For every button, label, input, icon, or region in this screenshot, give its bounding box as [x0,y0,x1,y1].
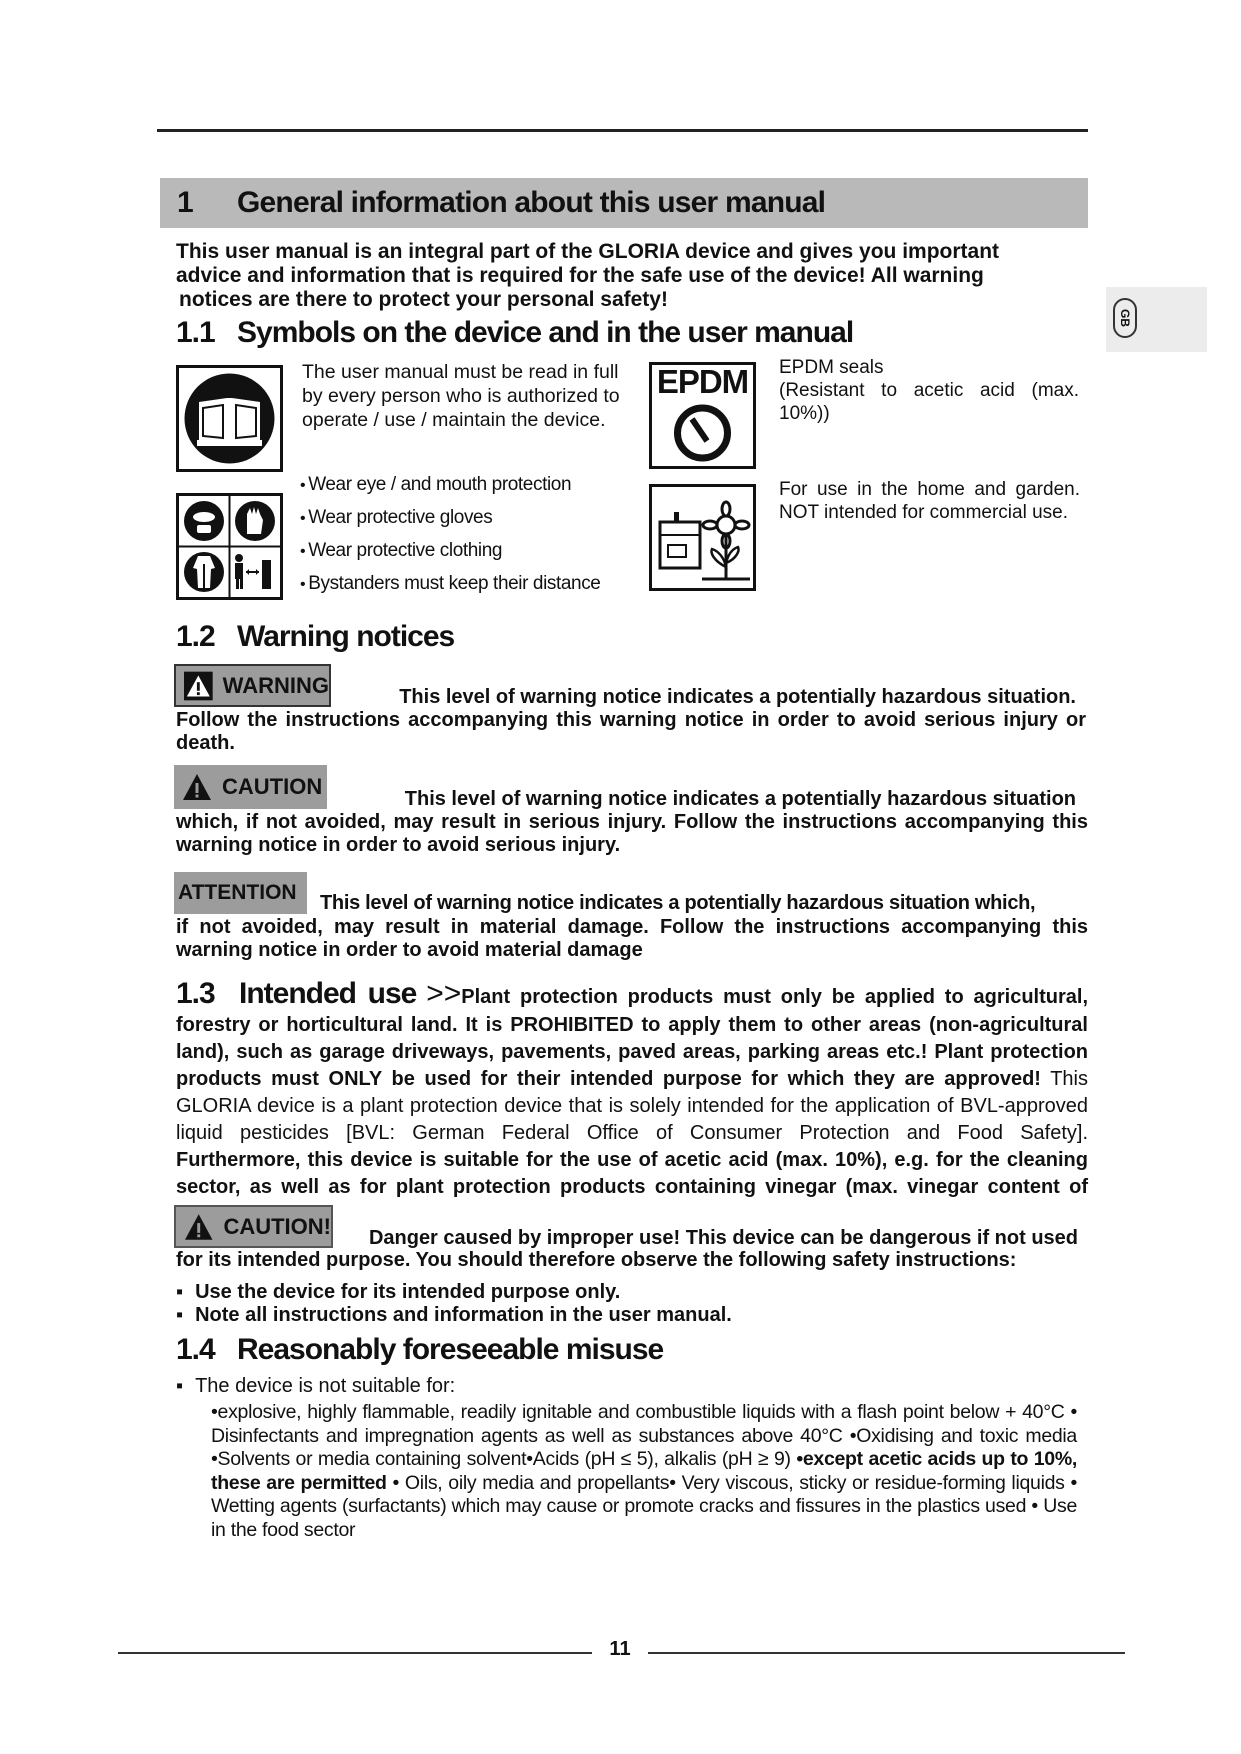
face-protection-icon [184,501,224,541]
language-badge: GB [1113,298,1137,338]
warning-text-1: This level of warning notice indicates a potentially hazardous situation. [399,686,1076,708]
section-1-4-heading: 1.4 Reasonably foreseeable misuse [176,1333,664,1366]
epdm-description: EPDM seals (Resistant to acetic acid (max. 10%)) [779,357,1079,424]
section-1-3-heading: 1.3 Intended use [176,977,417,1010]
book-icon [179,368,280,469]
intended-use-paragraph: 1.3 Intended use >>Plant protection products must only be applied to agricultural, forestry or horticultural land. It is PROHIBITED to apply them to other areas (non-agricultural land), such as garage driveways, pavements, paved areas, parking areas etc.! Plant protection products must ONLY be used for their intended purpose for which they are approved! This GLORIA device is a plant protection device that is solely intended for the application of BVL-approved liquid pesticides [BVL: German Federal Office of Consumer Protection and Food Safety]. Furthermore, this device is suitable for the use of acetic acid (max. 10%), e.g. for the cleaning sector, as well as for plant protection products containing vinegar (max. vinegar content of [176,977,1089,1198]
list-item: • [526,1448,533,1470]
attention-text-2: if not avoided, may result in material damage. Follow the instructions accompanying this warning notice in order to avoid material damage [176,916,1088,961]
caution-badge: CAUTION [174,765,327,809]
page-number: 11 [609,1638,631,1660]
footer-rule-right [648,1652,1125,1654]
caution-text-1: This level of warning notice indicates a potentially hazardous situation [404,788,1076,810]
list-item: • Wear eye / and mouth protection [300,473,610,498]
footer-rule-left [118,1652,592,1654]
intro-paragraph: This user manual is an integral part of the GLORIA device and gives you important advice and information that is required for the safe use of the device! All warning notices are there to protect your personal safety! [176,240,1000,311]
read-manual-symbol [176,365,283,472]
keep-distance-icon [235,554,271,589]
list-item: • [669,1471,676,1494]
warning-triangle-icon [184,671,213,701]
list-item: • [392,1471,400,1494]
list-item: • [849,1424,857,1447]
manual-text: The user manual must be read in full by every person who is authorized to operate / use / maintain the device. [302,361,620,431]
ppe-symbols [176,493,283,600]
list-item: • [1031,1495,1038,1517]
attention-badge: ATTENTION [174,872,307,914]
list-item: • [1070,1401,1077,1423]
caution-misuse-text-2: for its intended purpose. You should therefore observe the following safety instructions: [176,1249,1017,1271]
list-item: • [211,1448,218,1470]
caution-triangle-icon [182,772,212,802]
safety-rules-list [176,1281,1088,1327]
misuse-lead: ▪ The device is not suitable for: [176,1374,455,1398]
list-item: • Wear protective gloves [300,506,610,531]
list-item: ▪ Note all instructions and information in the user manual. [176,1304,1088,1327]
list-item: • Bystanders must keep their distance [300,572,610,597]
list-item: • [211,1401,218,1423]
warning-text-2: Follow the instructions accompanying this warning notice in order to avoid serious injury or death. [176,709,1086,754]
caution-text-2: which, if not avoided, may result in serious injury. Follow the instructions accompanying this warning notice in order to avoid serious injury. [176,811,1088,856]
section-1-2-heading: 1.2 Warning notices [176,620,455,653]
language-tab[interactable] [1106,287,1207,352]
list-item: • [796,1448,803,1470]
list-item: • Wear protective clothing [300,539,610,564]
caution-misuse-text-1: Danger caused by improper use! This device can be dangerous if not used [368,1227,1078,1249]
list-item: • [1070,1471,1077,1494]
top-rule [157,129,1088,132]
house-flower-icon [652,487,753,588]
caution-triangle-icon [184,1212,213,1242]
section-number: 1 [177,186,193,219]
warning-badge: WARNING [174,664,331,707]
section-title: General information about this user manual [237,186,826,219]
protective-clothing-icon [184,552,224,592]
ppe-list [300,473,610,597]
epdm-logo-text: EPDM [656,363,749,400]
home-garden-symbol [649,484,756,591]
gauge-icon [652,365,753,466]
attention-text-1: This level of warning notice indicates a potentially hazardous situation which, [320,892,1036,914]
epdm-symbol [649,362,756,469]
section-1-1-heading: 1.1 Symbols on the device and in the user manual [176,316,854,349]
misuse-list: •explosive, highly flammable, readily ignitable and combustible liquids with a flash point below + 40°C • Disinfectants and impregnation agents as well as substances above 40°C •Oxidising and toxic media •Solvents or media containing solvent•Acids (pH ≤ 5), alkalis (pH ≥ 9) •except acetic acids up to 10%, these are permitted • Oils, oily media and propellants• Very viscous, sticky or residue-forming liquids • Wetting agents (surfactants) which may cause or promote cracks and fissures in the plastics used • Use in the food sector [211,1401,1078,1541]
gloves-icon [235,501,275,541]
caution-misuse-badge: CAUTION! [174,1205,333,1248]
section-1-heading [160,178,1088,228]
list-item: ▪ Use the device for its intended purpose only. [176,1281,1088,1304]
home-garden-text: For use in the home and garden. NOT intended for commercial use. [779,479,1080,523]
